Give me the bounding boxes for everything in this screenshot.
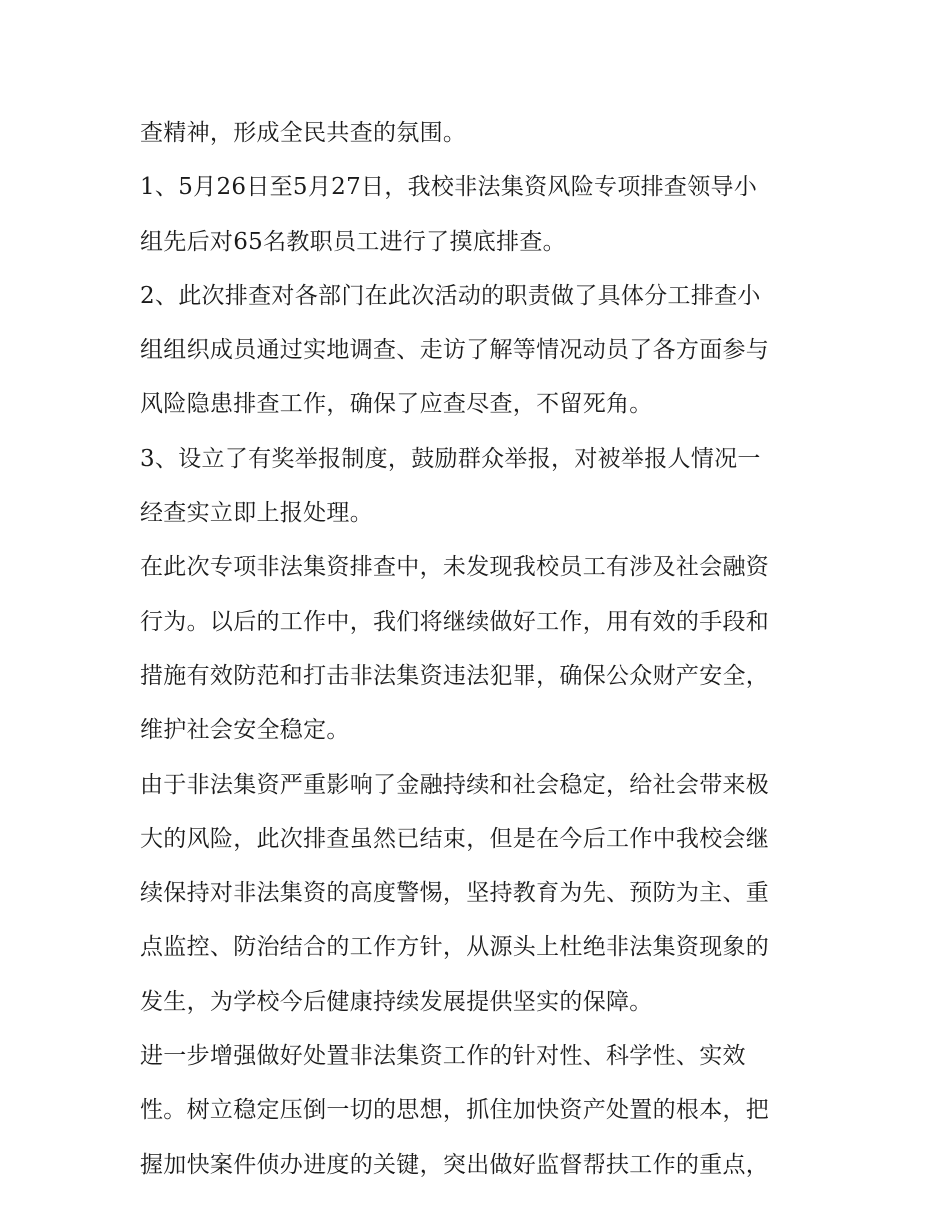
text-line: 经查实立即上报处理。 <box>140 500 373 527</box>
text-line: 2、此次排查对各部门在此次活动的职责做了具体分工排查小 <box>140 282 761 309</box>
text-line: 握加快案件侦办进度的关键，突出做好监督帮扶工作的重点， <box>140 1151 770 1178</box>
text-line: 组组织成员通过实地调查、走访了解等情况动员了各方面参与 <box>140 337 770 364</box>
text-line: 发生，为学校今后健康持续发展提供坚实的保障。 <box>140 988 653 1015</box>
text-line: 风险隐患排查工作，确保了应查尽查，不留死角。 <box>140 391 653 418</box>
text-line: 措施有效防范和打击非法集资违法犯罪，确保公众财产安全， <box>140 662 770 689</box>
text-line: 3、设立了有奖举报制度，鼓励群众举报，对被举报人情况一 <box>140 445 761 472</box>
text-line: 在此次专项非法集资排查中，未发现我校员工有涉及社会融资 <box>140 554 770 581</box>
text-line: 维护社会安全稳定。 <box>140 717 350 744</box>
text-line: 续保持对非法集资的高度警惕，坚持教育为先、预防为主、重 <box>140 880 770 907</box>
text-line: 大的风险，此次排查虽然已结束，但是在今后工作中我校会继 <box>140 825 770 852</box>
document-body <box>140 106 820 1192</box>
text-line: 性。树立稳定压倒一切的思想，抓住加快资产处置的根本，把 <box>140 1097 770 1124</box>
text-line: 1、5月26日至5月27日，我校非法集资风险专项排查领导小 <box>140 174 758 201</box>
text-line: 查精神，形成全民共查的氛围。 <box>140 120 467 146</box>
text-line: 行为。以后的工作中，我们将继续做好工作，用有效的手段和 <box>140 608 770 635</box>
text-line: 组先后对65名教职员工进行了摸底排查。 <box>140 228 566 255</box>
text-line: 点监控、防治结合的工作方针，从源头上杜绝非法集资现象的 <box>140 934 770 961</box>
text-line: 进一步增强做好处置非法集资工作的针对性、科学性、实效 <box>140 1043 746 1070</box>
text-line: 由于非法集资严重影响了金融持续和社会稳定，给社会带来极 <box>140 771 770 798</box>
